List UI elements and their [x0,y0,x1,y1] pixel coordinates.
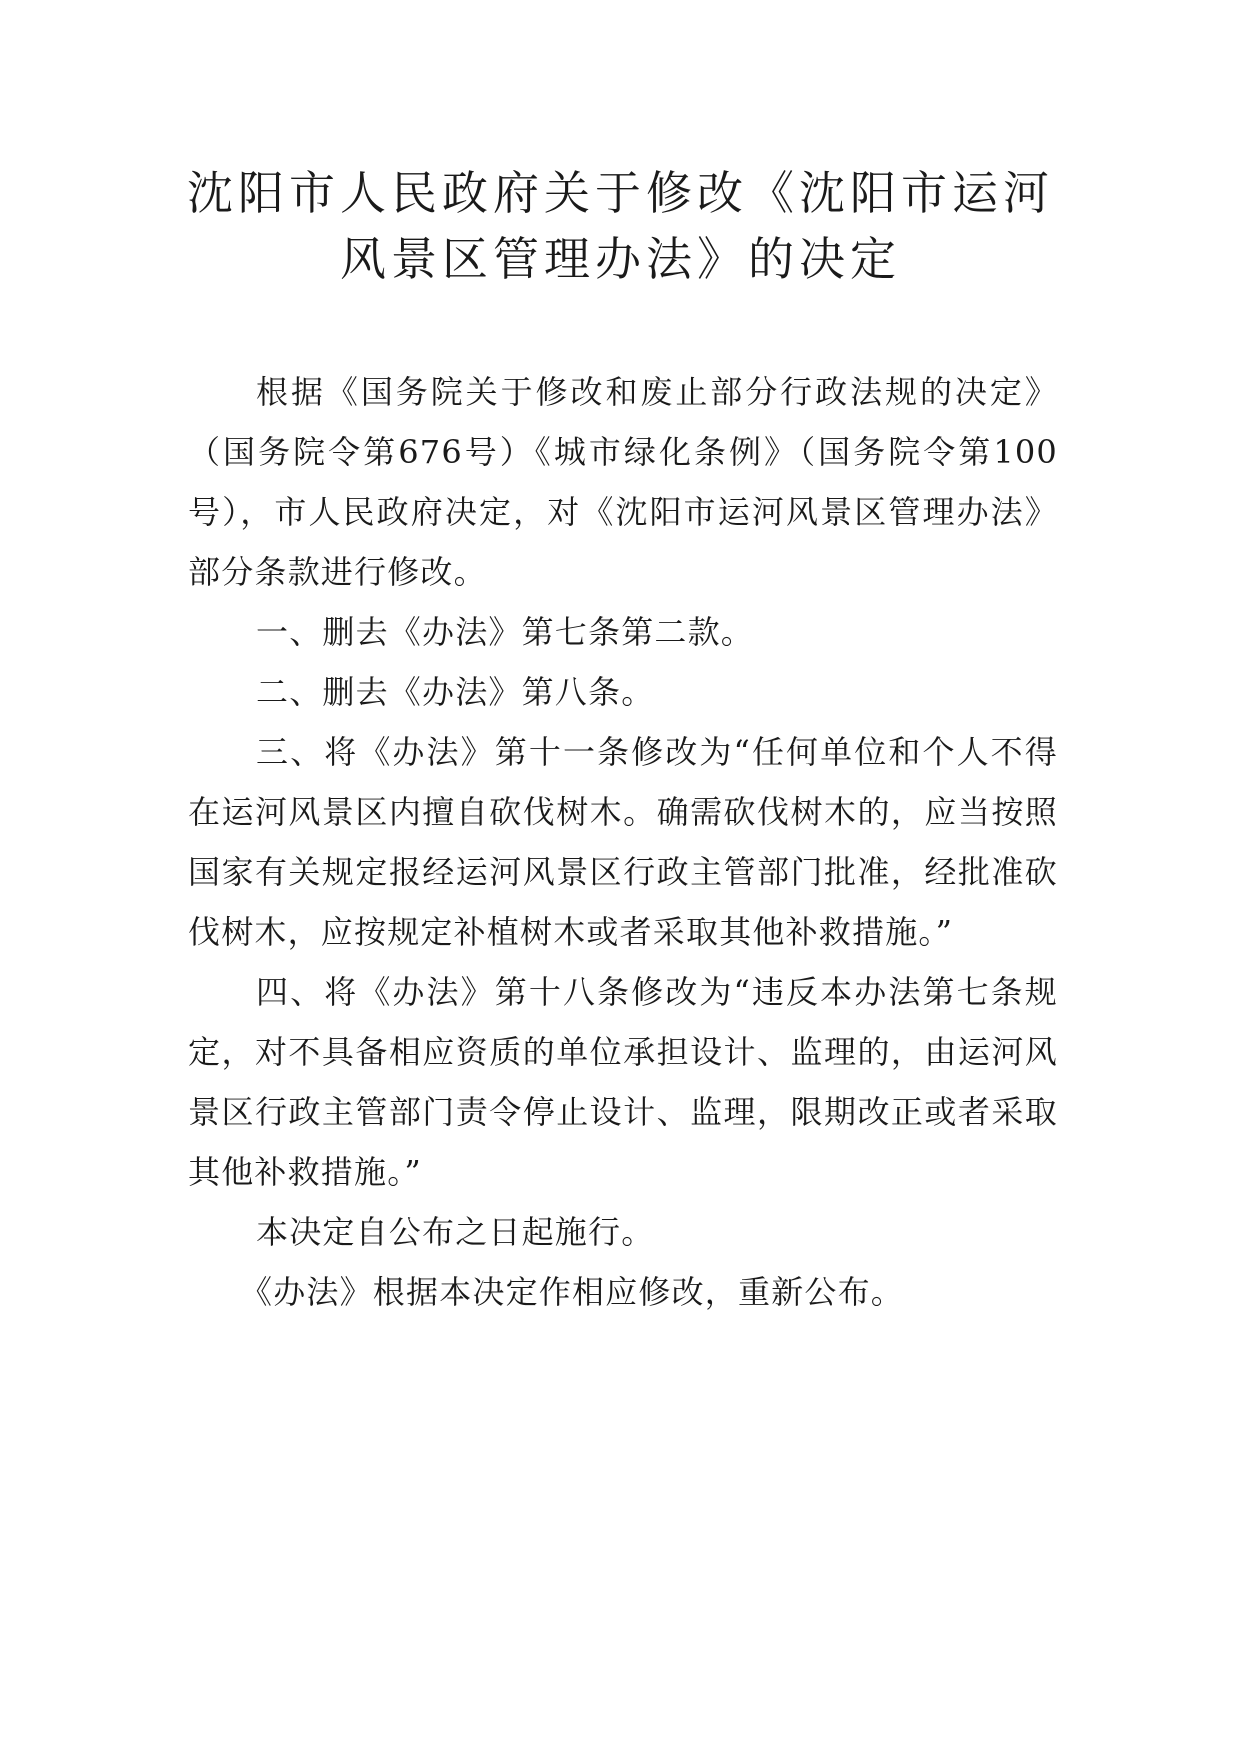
amendment-item-4: 四、将《办法》第十八条修改为“违反本办法第七条规定，对不具备相应资质的单位承担设计、监理的，由运河风景区行政主管部门责令停止设计、监理，限期改正或者采取其他补救措施。” [188,973,1058,1191]
document-title [0,160,1241,292]
title-line-2: 风景区管理办法》的决定 [340,232,901,286]
amendment-item-3: 三、将《办法》第十一条修改为“任何单位和个人不得在运河风景区内擅自砍伐树木。确需砍伐树木的，应当按照国家有关规定报经运河风景区行政主管部门批准，经批准砍伐树木，应按规定补植树木或者采取其他补救措施。” [188,733,1058,951]
amendment-item-1: 一、删去《办法》第七条第二款。 [256,613,755,651]
amendment-item-2: 二、删去《办法》第八条。 [256,673,655,711]
title-line-1: 沈阳市人民政府关于修改《沈阳市运河 [187,166,1054,220]
document-body [188,362,1058,1322]
preamble-paragraph: 根据《国务院关于修改和废止部分行政法规的决定》（国务院令第676号）《城市绿化条例》（国务院令第100号），市人民政府决定，对《沈阳市运河风景区管理办法》部分条款进行修改。 [188,373,1058,591]
effective-date-paragraph: 本决定自公布之日起施行。 [256,1213,655,1251]
republication-paragraph: 《办法》根据本决定作相应修改，重新公布。 [240,1273,905,1311]
